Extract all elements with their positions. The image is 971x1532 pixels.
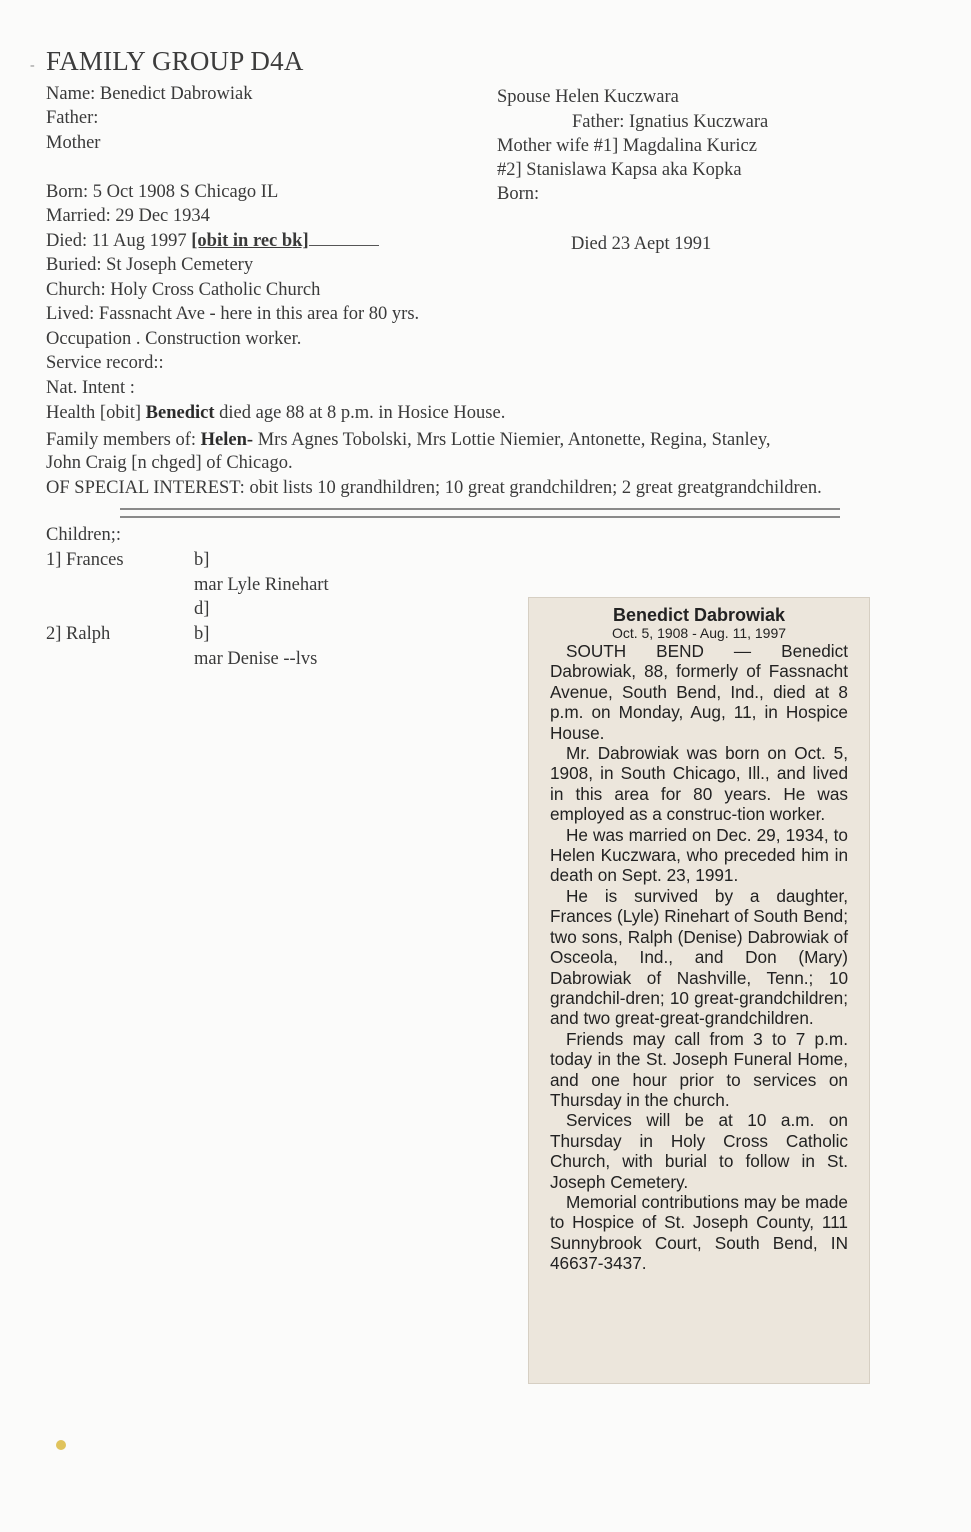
obituary-paragraph: He is survived by a daughter, Frances (Lyle) Rinehart of South Bend; two sons, Ralph (Denise) Dabrowiak of Osceola, Ind., and Don (Mary) Dabrowiak of Nashville, Tenn.; 10 grandchil-dren; 10 great-grandchildren; and two great-great-grandchildren. bbox=[550, 885, 848, 1029]
spouse-field: Spouse Helen Kuczwara bbox=[497, 87, 679, 107]
obituary-paragraph: SOUTH BEND — Benedict Dabrowiak, 88, formerly of Fassnacht Avenue, South Bend, Ind., died at 8 p.m. on Monday, Aug, 11, in Hospice House. bbox=[550, 641, 848, 743]
family-name: Helen- bbox=[200, 430, 254, 450]
page-title: FAMILY GROUP D4A bbox=[46, 46, 304, 76]
service-record-field: Service record:: bbox=[46, 353, 164, 373]
special-interest-field: OF SPECIAL INTEREST: obit lists 10 grandhildren; 10 great grandchildren; 2 great greatgrandchildren. bbox=[46, 478, 822, 498]
family-text: Mrs Agnes Tobolski, Mrs Lottie Niemier, Antonette, Regina, Stanley, bbox=[253, 430, 771, 450]
obituary-dates: Oct. 5, 1908 - Aug. 11, 1997 bbox=[611, 625, 787, 641]
obituary-paragraph: Friends may call from 3 to 7 p.m. today in the St. Joseph Funeral Home, and one hour prior to services on Thursday in the church. bbox=[550, 1028, 848, 1110]
mother-field: Mother bbox=[46, 133, 101, 153]
married-field: Married: 29 Dec 1934 bbox=[46, 206, 210, 226]
child-2-married: mar Denise --lvs bbox=[194, 649, 318, 669]
buried-field: Buried: St Joseph Cemetery bbox=[46, 255, 254, 275]
obituary-heading: Benedict Dabrowiak bbox=[612, 605, 786, 625]
died-text: Died: 11 Aug 1997 bbox=[46, 231, 192, 251]
family-members-field bbox=[46, 429, 771, 451]
spouse-father-field: Father: Ignatius Kuczwara bbox=[572, 112, 769, 132]
obituary-paragraph: He was married on Dec. 29, 1934, to Helen Kuczwara, who preceded him in death on Sept. 23, 1991. bbox=[550, 824, 848, 886]
obituary-paragraph: Services will be at 10 a.m. on Thursday in Holy Cross Catholic Church, with burial to follow in St. Joseph Cemetery. bbox=[550, 1110, 848, 1192]
child-1-married: mar Lyle Rinehart bbox=[194, 575, 329, 595]
spouse-died-field: Died 23 Aept 1991 bbox=[571, 234, 712, 254]
health-name: Benedict bbox=[145, 403, 215, 423]
nat-intent-field: Nat. Intent : bbox=[46, 378, 135, 398]
father-field: Father: bbox=[46, 108, 99, 128]
obituary-paragraph: Mr. Dabrowiak was born on Oct. 5, 1908, in South Chicago, Ill., and lived in this area for 80 years. He was employed as a construc-tion worker. bbox=[550, 743, 848, 825]
family-label: Family members of: bbox=[46, 430, 201, 450]
stain-mark bbox=[56, 1440, 66, 1450]
obituary-body bbox=[550, 605, 848, 1274]
health-label: Health [obit] bbox=[46, 403, 146, 423]
margin-mark: - bbox=[30, 58, 35, 73]
health-field bbox=[46, 402, 505, 424]
died-field bbox=[46, 230, 379, 252]
name-field: Name: Benedict Dabrowiak bbox=[46, 84, 253, 104]
spouse-born-field: Born: bbox=[497, 184, 540, 204]
children-heading: Children;: bbox=[46, 525, 122, 545]
obituary-clipping bbox=[528, 597, 870, 1384]
child-1-name: 1] Frances bbox=[46, 550, 124, 570]
spouse-mother-field: Mother wife #1] Magdalina Kuricz bbox=[497, 136, 757, 156]
obit-reference: [obit in rec bk] bbox=[191, 231, 309, 251]
family-members-line2: John Craig [n chged] of Chicago. bbox=[46, 453, 293, 473]
child-2-born: b] bbox=[194, 624, 210, 644]
child-2-name: 2] Ralph bbox=[46, 624, 111, 644]
church-field: Church: Holy Cross Catholic Church bbox=[46, 280, 321, 300]
child-1-born: b] bbox=[194, 550, 210, 570]
born-field: Born: 5 Oct 1908 S Chicago IL bbox=[46, 182, 279, 202]
lived-field: Lived: Fassnacht Ave - here in this area for 80 yrs. bbox=[46, 304, 420, 324]
underline-blank bbox=[309, 231, 379, 246]
child-1-died: d] bbox=[194, 599, 210, 619]
obituary-paragraph: Memorial contributions may be made to Hospice of St. Joseph County, 111 Sunnybrook Court, South Bend, IN 46637-3437. bbox=[550, 1191, 848, 1274]
occupation-field: Occupation . Construction worker. bbox=[46, 329, 302, 349]
spouse-mother-2-field: #2] Stanislawa Kapsa aka Kopka bbox=[497, 160, 742, 180]
section-divider bbox=[120, 508, 840, 518]
health-text: died age 88 at 8 p.m. in Hosice House. bbox=[214, 403, 506, 423]
